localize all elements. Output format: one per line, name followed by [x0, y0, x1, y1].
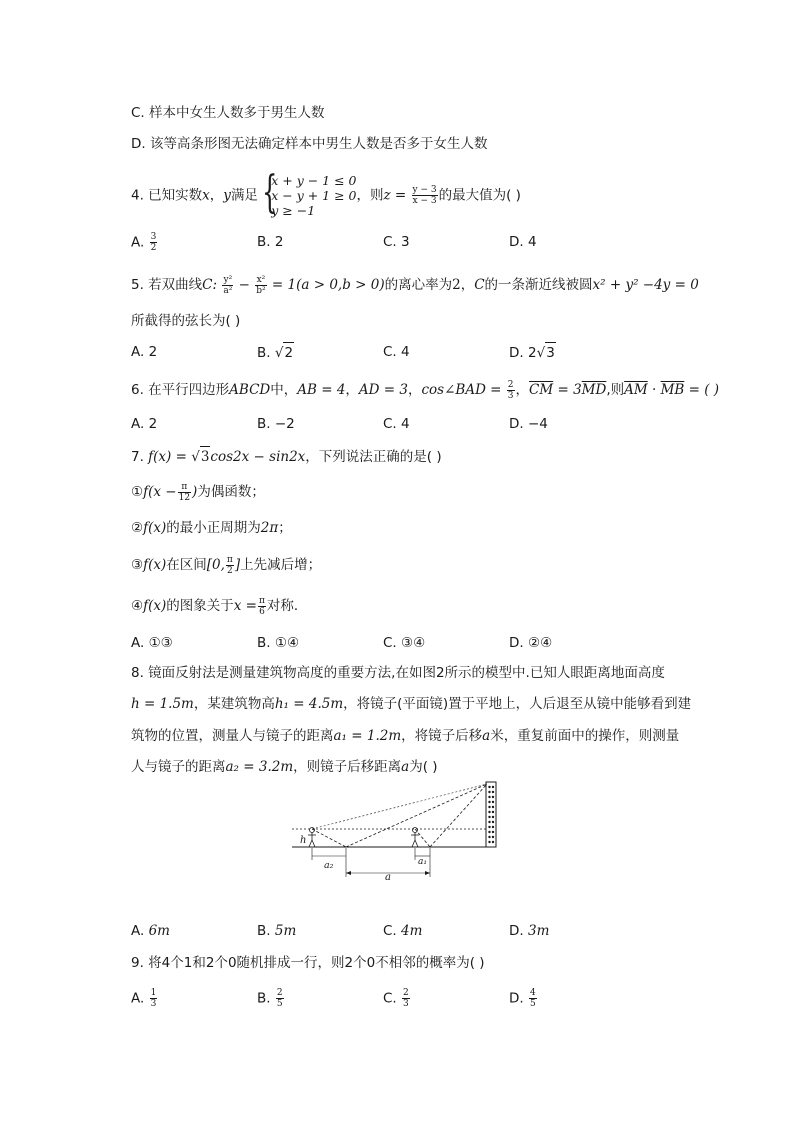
q5-option-c: C. 4	[383, 344, 410, 360]
q5-option-a: A. 2	[131, 344, 158, 360]
q7-option-a: A. ①③	[131, 635, 173, 651]
statement-2: ②f(x)的最小正周期为2π；	[131, 520, 292, 536]
person-2	[411, 828, 419, 848]
q4-brace: {	[262, 167, 278, 218]
option-d-prev: D. 该等高条形图无法确定样本中男生人数是否多于女生人数	[131, 136, 488, 152]
question-8-line-3: 筑物的位置，测量人与镜子的距离a₁ = 1.2m，将镜子后移a米，重复前面中的操作，则测量	[131, 728, 680, 744]
q4-then: ，则	[356, 187, 384, 204]
top-sight-line	[312, 784, 487, 829]
q5-option-d: D. 2√3	[509, 342, 556, 363]
question-6: 6. 在平行四边形ABCD中，AB = 4，AD = 3，cos∠BAD = $\frac{2}{3}$ ，$\overline{CM} = 3\overline{MD}$,则$\overline{AM} \cdot \overline{MB}$ = ( )	[131, 379, 720, 401]
question-8-line-4: 人与镜子的距离a₂ = 3.2m，则镜子后移距离a为( )	[131, 759, 438, 775]
option-c-prev: C. 样本中女生人数多于男生人数	[131, 105, 325, 121]
sight-line-1	[312, 829, 346, 847]
q4-frac-den: x − 3	[412, 196, 437, 206]
question-7: 7. f(x) = √3cos2x − sin2x，下列说法正确的是( )	[131, 446, 442, 467]
q4-constraint-1: x + y − 1 ≤ 0	[271, 173, 357, 188]
q6-option-a: A. 2	[131, 416, 158, 432]
question-5-line-2: 所截得的弦长为( )	[131, 313, 241, 329]
q4-z: z =	[383, 187, 407, 204]
q4-system	[262, 167, 357, 218]
q7-option-b: B. ①④	[257, 635, 300, 651]
statement-3: ③f(x)在区间[0, $\frac{\pi}{2}$ ]上先减后增；	[131, 554, 322, 576]
q8-option-b: B. 5m	[257, 923, 297, 939]
question-4	[131, 167, 521, 218]
label-h: h	[300, 835, 307, 846]
label-a: a	[385, 872, 391, 880]
q6-option-c: C. 4	[383, 416, 410, 432]
q4-option-c: C. 3	[383, 234, 410, 250]
q4-option-d: D. 4	[509, 234, 537, 250]
q9-option-b: B. $\frac{2}{5}$	[257, 988, 283, 1009]
mirror-reflection-diagram	[290, 780, 505, 880]
q4-comma: ，	[209, 187, 224, 204]
q4-option-a: A. $\frac{3}{2}$	[131, 232, 157, 253]
q9-option-a: A. $\frac{1}{3}$	[131, 988, 157, 1009]
q5-option-b: B. √2	[257, 342, 294, 363]
q8-option-d: D. 3m	[509, 923, 550, 939]
q6-option-b: B. −2	[257, 416, 295, 432]
statement-4: ④f(x)的图象关于x = $\frac{\pi}{6}$ 对称．	[131, 595, 308, 617]
q8-option-c: C. 4m	[383, 923, 423, 939]
person-1	[308, 828, 316, 848]
q9-option-c: C. $\frac{2}{3}$	[383, 988, 409, 1009]
statement-1: ①f(x − $\frac{\pi}{12}$ )为偶函数；	[131, 481, 265, 503]
q7-option-d: D. ②④	[509, 635, 553, 651]
reflect-line-1	[346, 784, 487, 847]
q4-prefix: 4. 已知实数	[131, 187, 203, 204]
q4-fraction	[412, 185, 438, 206]
q8-option-a: A. 6m	[131, 923, 170, 939]
q7-option-c: C. ③④	[383, 635, 426, 651]
q4-var-y: y	[223, 187, 231, 204]
reflect-line-2	[430, 784, 487, 847]
q4-tail: 的最大值为( )	[438, 187, 521, 204]
q4-constraint-2: x − y + 1 ≥ 0	[271, 188, 357, 203]
question-5: 5. 若双曲线C: $\frac{\text{y²}}{\text{a²}}$ − $\frac{\text{x²}}{\text{b²}}$ = 1(a > 0,b > 0)的离心率为2，C的一条渐近线被圆x² + y² −4y = 0	[131, 274, 699, 296]
q4-option-b: B. 2	[257, 234, 284, 250]
q4-var-x: x	[202, 187, 210, 204]
building-shape	[486, 782, 496, 847]
label-a2: a₂	[324, 860, 334, 871]
label-a1: a₁	[418, 857, 427, 867]
question-8-line-1: 8. 镜面反射法是测量建筑物高度的重要方法,在如图2所示的模型中.已知人眼距离地面高度	[131, 665, 665, 681]
q6-option-d: D. −4	[509, 416, 548, 432]
question-9: 9. 将4个1和2个0随机排成一行，则2个0不相邻的概率为( )	[131, 955, 485, 971]
q4-frac-num: y − 3	[412, 185, 437, 195]
q4-satisfy: 满足	[230, 187, 258, 204]
q9-option-d: D. $\frac{4}{5}$	[509, 988, 536, 1009]
q4-constraint-3: y ≥ −1	[271, 203, 316, 218]
question-8-line-2: h = 1.5m，某建筑物高h₁ = 4.5m，将镜子(平面镜)置于平地上，人后退至从镜中能够看到建	[131, 696, 692, 712]
